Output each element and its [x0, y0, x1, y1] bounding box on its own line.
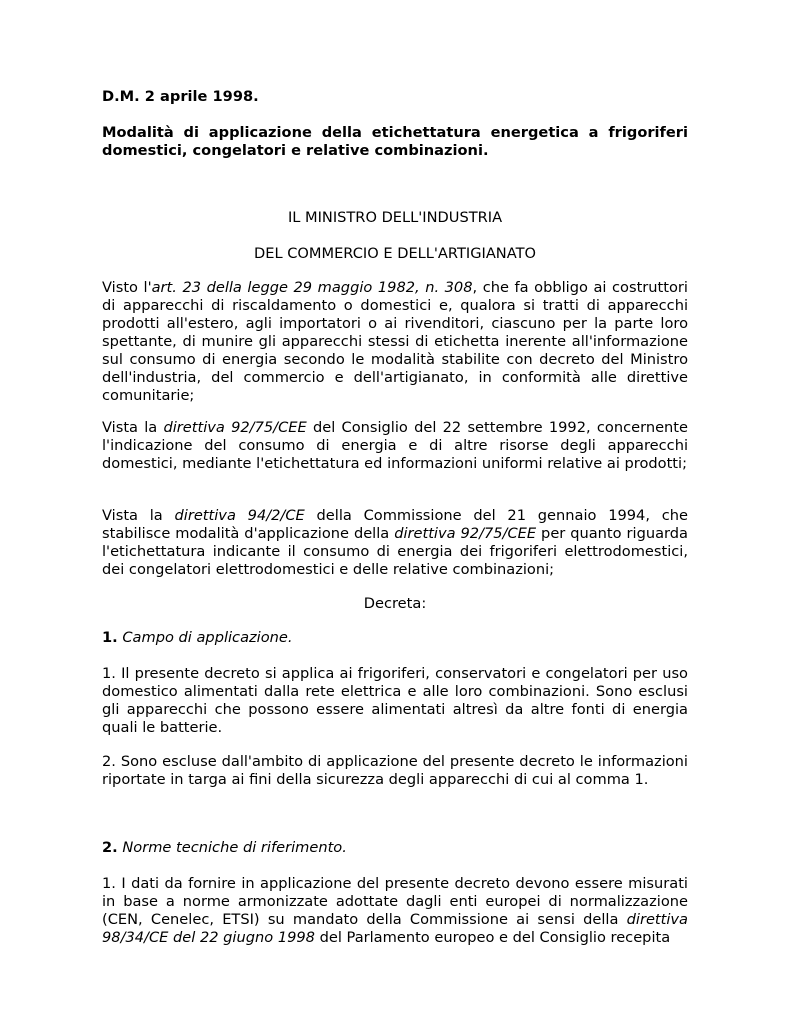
article-1-title: Campo di applicazione. — [122, 629, 293, 646]
article-1-heading — [102, 629, 688, 647]
preamble-paragraph-3 — [102, 507, 688, 579]
preamble-1-text-b: , che fa obbligo ai costruttori di apparecchi di riscaldamento o domestici e, qualora si tratti di apparecchi prodotti all'estero, agli importatori o ai rivenditori, ciascuno per la parte loro spettante, di munire gli apparecchi stessi di etichetta inerente all'informazione sul consumo di energia secondo le modalità stabilite con decreto del Ministro dell'industria, del commercio e dell'artigianato, in conformità alle direttive comunitarie; — [102, 279, 688, 404]
preamble-3-text-b: della Commissione del 21 gennaio 1994, che stabilisce modalità d'applicazione della — [102, 507, 688, 542]
article-2-title: Norme tecniche di riferimento. — [122, 839, 347, 856]
article-2-comma-1 — [102, 875, 688, 947]
directive-reference: direttiva 92/75/CEE — [163, 419, 307, 436]
preamble-2-text-b: del Consiglio del 22 settembre 1992, concernente l'indicazione del consumo di energia e di altre risorse degli apparecchi domestici, mediante l'etichettatura ed informazioni uniformi relative ai prodotti; — [102, 419, 688, 472]
document-subtitle: Modalità di applicazione della etichettatura energetica a frigoriferi domestici, congelatori e relative combinazioni. — [102, 124, 688, 159]
preamble-2-text-a: Vista la — [102, 419, 164, 436]
article-2-heading — [102, 839, 688, 857]
directive-reference-2: direttiva 92/75/CEE — [394, 525, 537, 542]
preamble-paragraph-1 — [102, 279, 688, 405]
preamble-1-text-a: Visto l' — [102, 279, 152, 296]
article-2-comma-1-text-a: 1. I dati da fornire in applicazione del presente decreto devono essere misurati in base a norme armonizzate adottate dagli enti europei di normalizzazione (CEN, Cenelec, ETSI) su mandato della Commissione ai sensi della — [102, 875, 688, 928]
authority-line-1: IL MINISTRO DELL'INDUSTRIA — [287, 209, 503, 226]
article-1-comma-1: 1. Il presente decreto si applica ai frigoriferi, conservatori e congelatori per uso domestico alimentati dalla rete elettrica e alle loro combinazioni. Sono esclusi gli apparecchi che possono essere alimentati altresì da altre fonti di energia quali le batterie. — [102, 665, 688, 736]
decreta-heading: Decreta: — [363, 595, 427, 612]
directive-reference-3: direttiva 98/34/CE del 22 giugno 1998 — [102, 911, 688, 946]
directive-reference-1: direttiva 94/2/CE — [174, 507, 305, 524]
article-1-number: 1. — [102, 629, 118, 646]
preamble-3-text-c: per quanto riguarda l'etichettatura indicante il consumo di energia dei frigoriferi elettrodomestici, dei congelatori elettrodomestici e delle relative combinazioni; — [102, 525, 688, 578]
article-1-comma-2: 2. Sono escluse dall'ambito di applicazione del presente decreto le informazioni riportate in targa ai fini della sicurezza degli apparecchi di cui al comma 1. — [102, 753, 688, 788]
article-2-comma-1-text-b: del Parlamento europeo e del Consiglio recepita — [314, 929, 671, 946]
preamble-paragraph-2 — [102, 419, 688, 473]
article-2-number: 2. — [102, 839, 118, 856]
law-reference: art. 23 della legge 29 maggio 1982, n. 308 — [151, 279, 473, 296]
document-title: D.M. 2 aprile 1998. — [102, 88, 259, 105]
authority-line-2: DEL COMMERCIO E DELL'ARTIGIANATO — [254, 245, 536, 262]
preamble-3-text-a: Vista la — [102, 507, 175, 524]
